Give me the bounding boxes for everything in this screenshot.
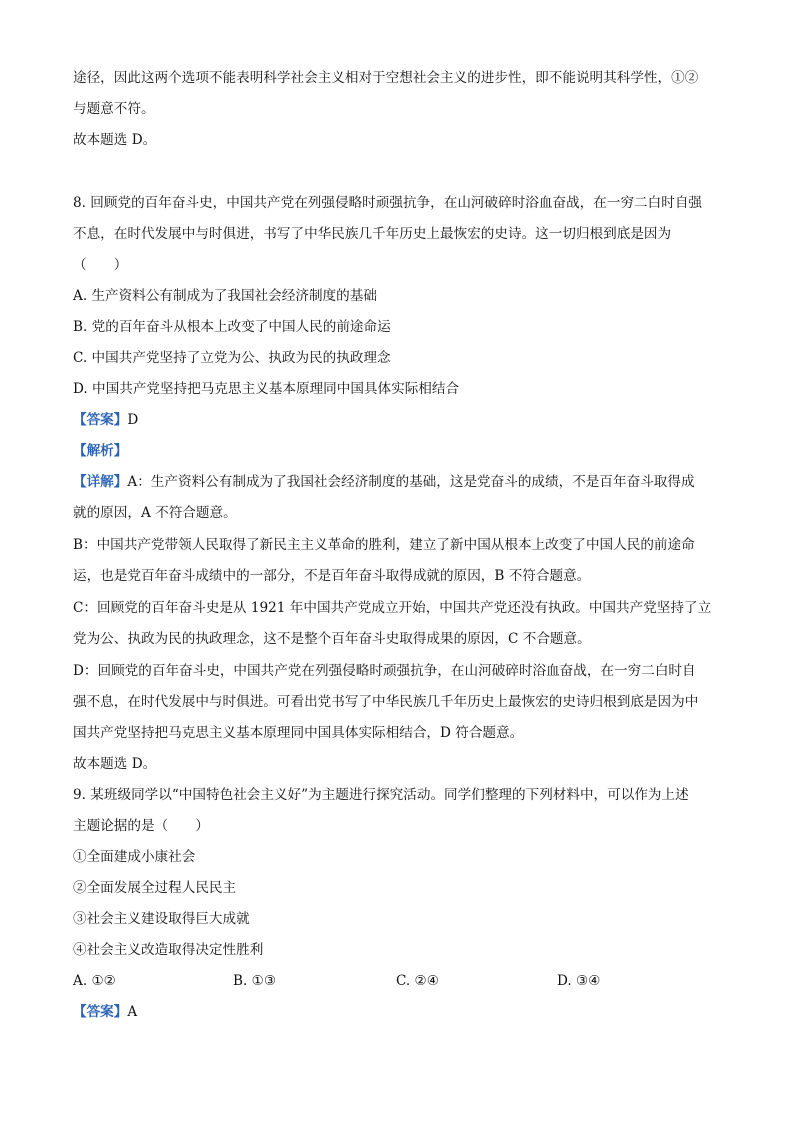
q8-analysis-heading bbox=[73, 443, 127, 459]
q8-detail-b-line-1: B：中国共产党带领人民取得了新民主主义革命的胜利，建立了新中国从根本上改变了中国人民的前途命 bbox=[73, 537, 695, 553]
q8-detail-d-line-3: 国共产党坚持把马克思主义基本原理同中国具体实际相结合，D 符合题意。 bbox=[73, 725, 524, 741]
q9-answer bbox=[73, 1004, 137, 1020]
intro-line-2: 与题意不符。 bbox=[73, 101, 155, 117]
q8-option-a: A. 生产资料公有制成为了我国社会经济制度的基础 bbox=[73, 288, 377, 304]
intro-line-1: 途径，因此这两个选项不能表明科学社会主义相对于空想社会主义的进步性，即不能说明其科学性，①② bbox=[73, 70, 699, 86]
q8-detail-c-line-1: C：回顾党的百年奋斗史是从 1921 年中国共产党成立开始，中国共产党还没有执政。中国共产党坚持了立 bbox=[73, 600, 712, 616]
answer-value: A bbox=[127, 1004, 138, 1020]
q8-option-c: C. 中国共产党坚持了立党为公、执政为民的执政理念 bbox=[73, 350, 391, 366]
q9-option-b: B. ①③ bbox=[233, 973, 277, 989]
q8-conclusion: 故本题选 D。 bbox=[73, 756, 157, 772]
q8-stem-line-3: （ ） bbox=[73, 257, 128, 273]
answer-tag: 【答案】 bbox=[73, 1004, 128, 1020]
q9-item-1: ①全面建成小康社会 bbox=[73, 849, 196, 865]
detail-tag: 【详解】 bbox=[73, 474, 128, 490]
intro-conclusion: 故本题选 D。 bbox=[73, 132, 157, 148]
q9-option-d: D. ③④ bbox=[557, 973, 601, 989]
q8-detail-a-line-1 bbox=[73, 474, 695, 490]
analysis-tag: 【解析】 bbox=[73, 443, 128, 459]
q8-detail-a-line-2: 就的原因，A 不符合题意。 bbox=[73, 505, 237, 521]
q8-option-b: B. 党的百年奋斗从根本上改变了中国人民的前途命运 bbox=[73, 319, 391, 335]
q9-stem-line-2: 主题论据的是（ ） bbox=[73, 818, 209, 834]
q9-item-2: ②全面发展全过程人民民主 bbox=[73, 880, 237, 896]
q8-option-d: D. 中国共产党坚持把马克思主义基本原理同中国具体实际相结合 bbox=[73, 381, 460, 397]
q8-detail-b-line-2: 运，也是党百年奋斗成绩中的一部分，不是百年奋斗取得成就的原因，B 不符合题意。 bbox=[73, 568, 591, 584]
detail-a-text: A：生产资料公有制成为了我国社会经济制度的基础，这是党奋斗的成绩，不是百年奋斗取得成 bbox=[127, 474, 695, 490]
q8-detail-d-line-2: 强不息，在时代发展中与时俱进。可看出党书写了中华民族几千年历史上最恢宏的史诗归根到底是因为中 bbox=[73, 694, 699, 710]
q9-stem-line-1: 9. 某班级同学以“中国特色社会主义好”为主题进行探究活动。同学们整理的下列材料中，可以作为上述 bbox=[73, 787, 689, 803]
q9-item-3: ③社会主义建设取得巨大成就 bbox=[73, 911, 250, 927]
q9-option-a: A. ①② bbox=[73, 973, 116, 989]
q8-detail-d-line-1: D：回顾党的百年奋斗史，中国共产党在列强侵略时顽强抗争，在山河破碎时浴血奋战，在一穷二白时自 bbox=[73, 663, 696, 679]
answer-tag: 【答案】 bbox=[73, 412, 128, 428]
q8-answer bbox=[73, 412, 138, 428]
answer-value: D bbox=[127, 412, 139, 428]
q8-stem-line-1: 8. 回顾党的百年奋斗史，中国共产党在列强侵略时顽强抗争，在山河破碎时浴血奋战，在一穷二白时自强 bbox=[73, 195, 703, 211]
q9-item-4: ④社会主义改造取得决定性胜利 bbox=[73, 942, 264, 958]
q8-detail-c-line-2: 党为公、执政为民的执政理念，这不是整个百年奋斗史取得成果的原因，C 不合题意。 bbox=[73, 631, 591, 647]
q9-option-c: C. ②④ bbox=[396, 973, 439, 989]
q8-stem-line-2: 不息，在时代发展中与时俱进，书写了中华民族几千年历史上最恢宏的史诗。这一切归根到底是因为 bbox=[73, 226, 672, 242]
